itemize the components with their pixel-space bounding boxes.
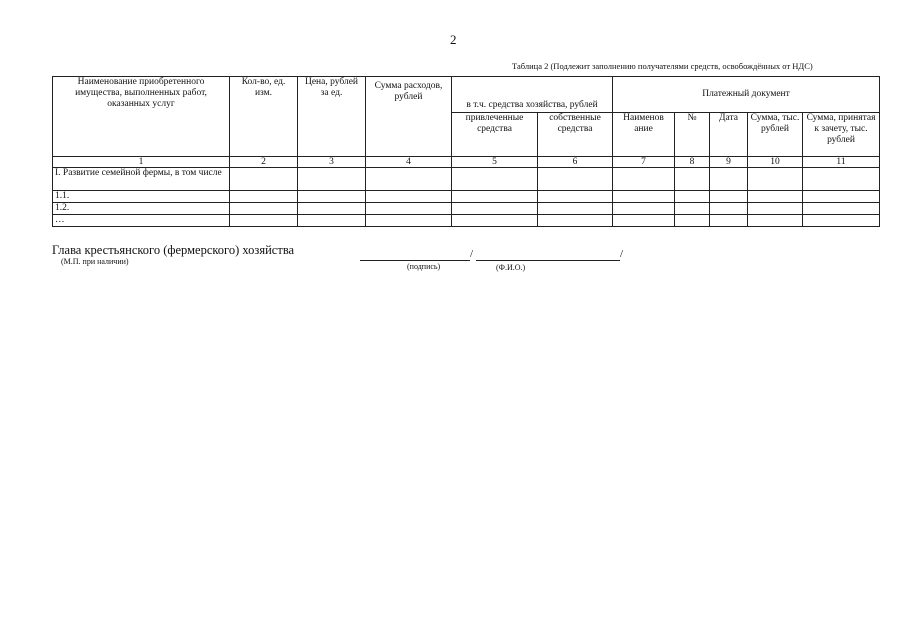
fio-label: (Ф.И.О.) — [496, 263, 526, 272]
header-qty: Кол-во, ед. изм. — [230, 77, 298, 157]
column-number: 8 — [675, 157, 710, 168]
header-doc-accepted: Сумма, принятая к зачету, тыс. рублей — [803, 113, 880, 157]
row-label: I. Развитие семейной фермы, в том числе — [53, 168, 230, 191]
table-row — [53, 215, 880, 227]
column-number: 5 — [452, 157, 538, 168]
table-caption: Таблица 2 (Подлежит заполнению получателями средств, освобождённых от НДС) — [512, 61, 813, 71]
column-number: 4 — [366, 157, 452, 168]
table-row — [53, 203, 880, 215]
header-payment-group: Платежный документ — [613, 77, 880, 113]
header-name: Наименование приобретенного имущества, выполненных работ, оказанных услуг — [53, 77, 230, 157]
signature-label: (подпись) — [407, 262, 441, 271]
signature-slash: / — [470, 248, 474, 260]
row-label: 1.2. — [53, 203, 230, 215]
row-label: 1.1. — [53, 191, 230, 203]
column-number: 6 — [538, 157, 613, 168]
column-number: 11 — [803, 157, 880, 168]
column-number: 1 — [53, 157, 230, 168]
header-doc-no: № — [675, 113, 710, 157]
table-row — [53, 168, 880, 191]
fio-slash: / — [620, 248, 624, 260]
header-doc-date: Дата — [710, 113, 748, 157]
header-price: Цена, рублей за ед. — [298, 77, 366, 157]
header-own: собственные средства — [538, 113, 613, 157]
signature-title: Глава крестьянского (фермерского) хозяйства — [52, 243, 295, 257]
signature-line — [360, 260, 470, 261]
header-incl-group: в т.ч. средства хозяйства, рублей — [452, 77, 613, 113]
stamp-note: (М.П. при наличии) — [61, 257, 129, 266]
header-sum: Сумма расходов, рублей — [366, 77, 452, 157]
row-label: … — [53, 215, 230, 227]
expenses-table — [52, 76, 880, 227]
fio-line — [476, 260, 620, 261]
column-number: 10 — [748, 157, 803, 168]
column-number: 9 — [710, 157, 748, 168]
column-number: 2 — [230, 157, 298, 168]
column-number: 3 — [298, 157, 366, 168]
header-attracted: привлеченные средства — [452, 113, 538, 157]
page-number: 2 — [450, 32, 457, 47]
column-number: 7 — [613, 157, 675, 168]
table-row — [53, 191, 880, 203]
header-doc-name: Наименов ание — [613, 113, 675, 157]
header-doc-sum: Сумма, тыс. рублей — [748, 113, 803, 157]
